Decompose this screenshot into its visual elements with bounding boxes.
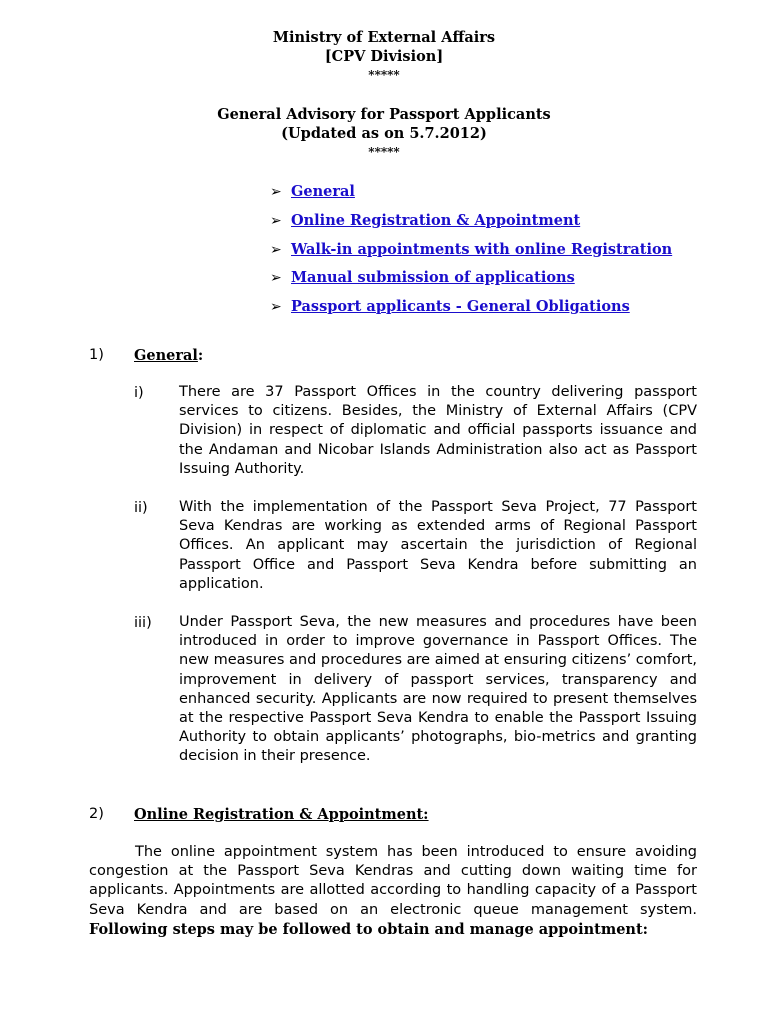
toc-link-online-registration[interactable]: Online Registration & Appointment <box>291 211 581 229</box>
paragraph: With the implementation of the Passport Seva Project, 77 Passport Seva Kendras are working as extended arms of Regional Passport Offices. An applicant may ascertain the jurisdiction of Regional Passport Office and Passport Seva Kendra before submitting an application. <box>179 499 697 592</box>
toc-item <box>270 267 672 296</box>
paragraph-bold-text: Following steps may be followed to obtain and manage appointment: <box>89 920 649 938</box>
section-heading-text: General <box>134 347 198 364</box>
toc-item <box>270 210 672 239</box>
toc-item <box>270 239 672 268</box>
toc-item <box>270 296 672 325</box>
updated-date: (Updated as on 5.7.2012) <box>281 125 487 142</box>
arrow-bullet-icon: ➢ <box>270 212 282 229</box>
section-number: 2) <box>89 806 104 822</box>
paragraph: There are 37 Passport Offices in the country delivering passport services to citizens. Besides, the Ministry of External Affairs (CPV Division) in respect of diplomatic and official passports issuance and the Andaman and Nicobar Islands Administration also act as Passport Issuing Authority. <box>179 384 697 477</box>
section-heading-text: Online Registration & Appointment: <box>134 806 429 823</box>
toc-item <box>270 181 672 210</box>
arrow-bullet-icon: ➢ <box>270 241 282 258</box>
table-of-contents <box>270 181 672 325</box>
section-number: 1) <box>89 347 104 363</box>
toc-link-manual-submission[interactable]: Manual submission of applications <box>291 269 575 287</box>
separator-stars: ***** <box>368 68 400 82</box>
toc-link-general-obligations[interactable]: Passport applicants - General Obligations <box>291 298 630 316</box>
item-number: iii) <box>134 615 152 631</box>
item-number: i) <box>134 385 144 401</box>
section-heading <box>134 805 429 824</box>
advisory-title: General Advisory for Passport Applicants <box>217 106 551 123</box>
section-heading-colon: : <box>197 347 204 364</box>
paragraph: Under Passport Seva, the new measures and procedures have been introduced in order to improve governance in Passport Offices. The new measures and procedures are aimed at ensuring citizens’ comfort, improvement in delivery of passport services, transparency and enhanced security. Applicants are now required to present themselves at the respective Passport Seva Kendra to enable the Passport Issuing Authority to obtain applicants’ photographs, bio-metrics and granting decision in their presence. <box>179 614 697 765</box>
section-heading <box>134 346 203 365</box>
separator-stars: ***** <box>368 145 400 159</box>
arrow-bullet-icon: ➢ <box>270 299 282 316</box>
arrow-bullet-icon: ➢ <box>270 270 282 287</box>
arrow-bullet-icon: ➢ <box>270 184 282 200</box>
item-number: ii) <box>134 500 148 516</box>
toc-link-general[interactable]: General <box>291 183 355 200</box>
toc-link-walk-in[interactable]: Walk-in appointments with online Registration <box>291 240 673 258</box>
ministry-title: Ministry of External Affairs <box>272 29 496 46</box>
paragraph <box>89 843 697 940</box>
paragraph-text: The online appointment system has been introduced to ensure avoiding congestion at the Passport Seva Kendras and cutting down waiting time for applicants. Appointments are allotted according to handling capacity of a Passport Seva Kendra and are based on an electronic queue management system. <box>89 844 697 918</box>
division-title: [CPV Division] <box>324 48 444 65</box>
